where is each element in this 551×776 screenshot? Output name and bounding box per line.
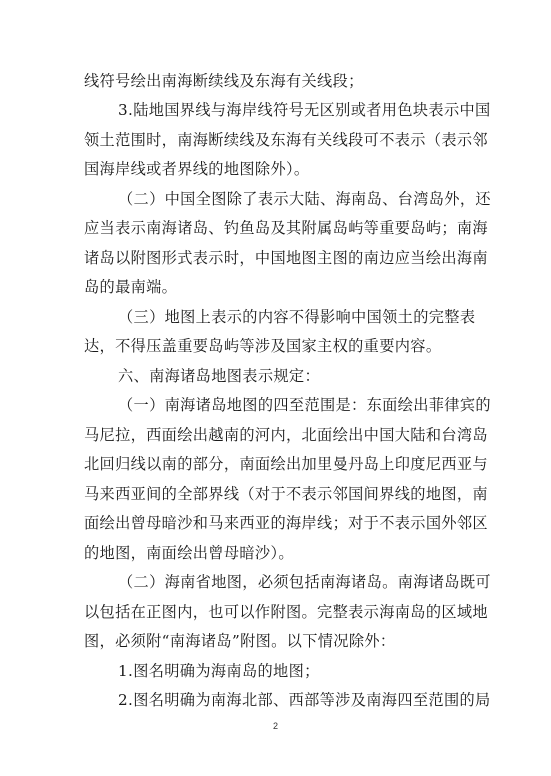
text-line: 岛的最南端。 — [84, 278, 178, 296]
text-line: 3.陆地国界线与海岸线符号无区别或者用色块表示中国 — [118, 101, 491, 119]
text-line: 图，必须附“南海诸岛”附图。以下情况除外： — [84, 632, 396, 650]
section-heading: 六、南海诸岛地图表示规定： — [118, 367, 320, 385]
text-line: 2.图名明确为南海北部、西部等涉及南海四至范围的局 — [118, 691, 491, 709]
text-line: 达，不得压盖重要岛屿等涉及国家主权的重要内容。 — [84, 337, 442, 355]
text-line: 马尼拉，西面绘出越南的河内，北面绘出中国大陆和台湾岛 — [84, 426, 488, 444]
text-line: （二）中国全图除了表示大陆、海南岛、台湾岛外，还 — [118, 190, 491, 208]
text-line: 领土范围时，南海断续线及东海有关线段可不表示（表示邻 — [84, 131, 488, 149]
text-line: （二）海南省地图，必须包括南海诸岛。南海诸岛既可 — [118, 573, 491, 591]
text-line: 的地图，南面绘出曾母暗沙）。 — [84, 544, 294, 562]
text-line: 以包括在正图内，也可以作附图。完整表示海南岛的区域地 — [84, 603, 488, 621]
text-line: 1.图名明确为海南岛的地图； — [118, 662, 320, 680]
page-number: 2 — [272, 721, 278, 731]
text-line: 国海岸线或者界线的地图除外）。 — [84, 160, 310, 178]
text-line: 北回归线以南的部分，南面绘出加里曼丹岛上印度尼西亚与 — [84, 455, 488, 473]
text-line: 面绘出曾母暗沙和马来西亚的海岸线；对于不表示国外邻区 — [84, 514, 488, 532]
text-line: （三）地图上表示的内容不得影响中国领土的完整表 — [118, 308, 476, 326]
text-line: 诸岛以附图形式表示时，中国地图主图的南边应当绘出海南 — [84, 249, 488, 267]
text-line: 马来西亚间的全部界线（对于不表示邻国间界线的地图，南 — [84, 485, 488, 503]
text-line: 线符号绘出南海断续线及东海有关线段； — [84, 72, 364, 90]
text-line: 应当表示南海诸岛、钓鱼岛及其附属岛屿等重要岛屿；南海 — [84, 219, 488, 237]
text-line: （一）南海诸岛地图的四至范围是：东面绘出菲律宾的 — [118, 396, 491, 414]
